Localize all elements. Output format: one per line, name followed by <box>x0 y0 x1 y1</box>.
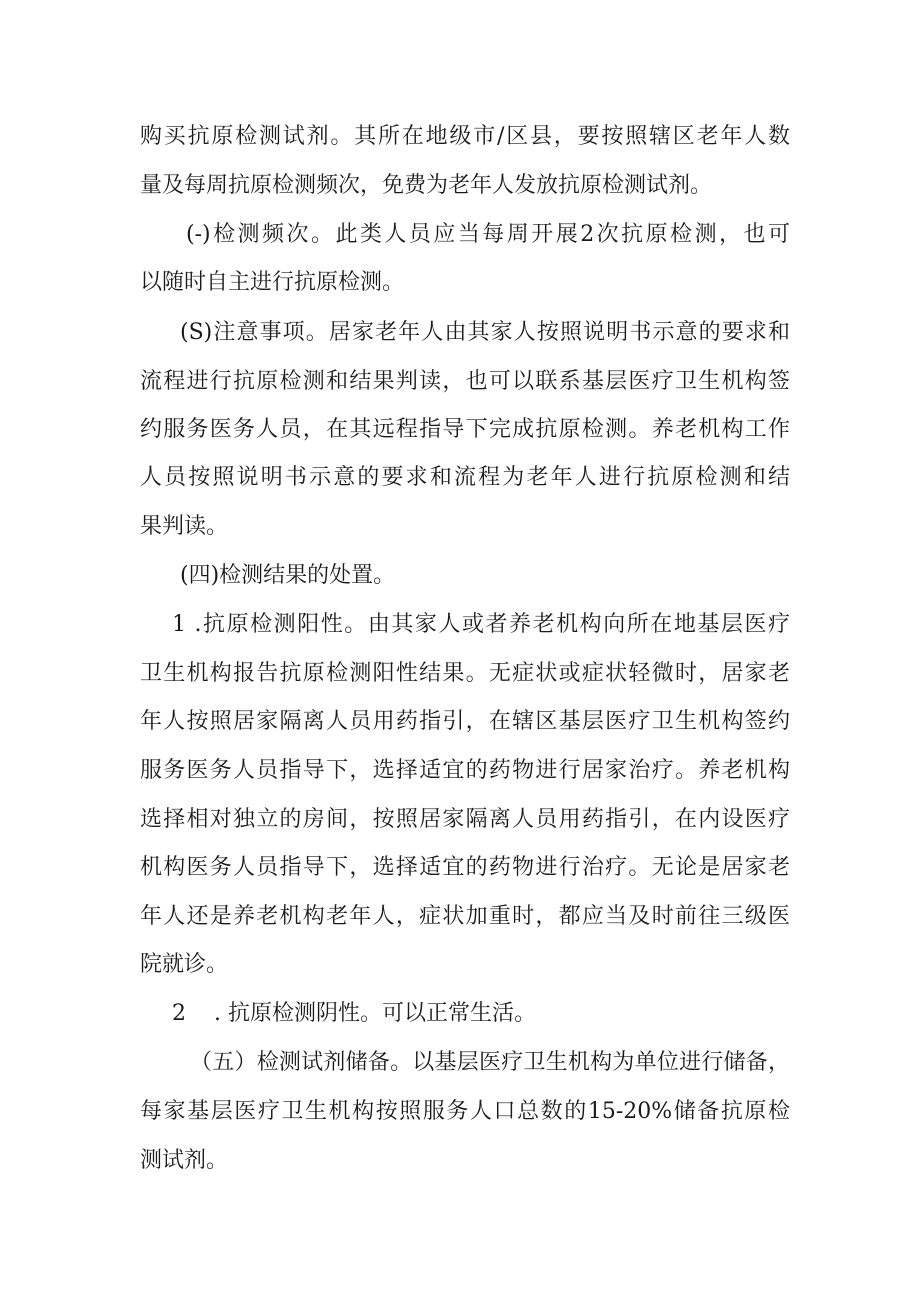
paragraph-line: 购买抗原检测试剂。其所在地级市/区县，要按照辖区老年人数 <box>140 124 790 149</box>
paragraph-line: 院就诊。 <box>140 952 229 977</box>
list-item-negative: 2 . 抗原检测阴性。可以正常生活。 <box>172 1001 536 1026</box>
paragraph-line: 服务医务人员指导下，选择适宜的药物进行居家治疗。养老机构 <box>140 758 790 783</box>
paragraph-line: 选择相对独立的房间，按照居家隔离人员用药指引，在内设医疗 <box>140 807 790 832</box>
section-heading-reserve: （五）检测试剂储备。以基层医疗卫生机构为单位进行储备， <box>190 1050 790 1075</box>
paragraph-line: 年人按照居家隔离人员用药指引，在辖区基层医疗卫生机构签约 <box>140 709 790 734</box>
paragraph-line: 机构医务人员指导下，选择适宜的药物进行治疗。无论是居家老 <box>140 855 790 880</box>
paragraph-line: 测试剂。 <box>140 1148 229 1173</box>
paragraph-line: 量及每周抗原检测频次，免费为老年人发放抗原检测试剂。 <box>140 173 713 198</box>
paragraph-line: 每家基层医疗卫生机构按照服务人口总数的15-20%储备抗原检 <box>140 1099 790 1124</box>
paragraph-line: 以随时自主进行抗原检测。 <box>140 270 405 295</box>
paragraph-line: 人员按照说明书示意的要求和流程为老年人进行抗原检测和结 <box>140 465 790 490</box>
section-heading-precautions: (S)注意事项。居家老年人由其家人按照说明书示意的要求和 <box>180 320 790 345</box>
paragraph-line: 流程进行抗原检测和结果判读，也可以联系基层医疗卫生机构签 <box>140 369 790 394</box>
section-heading-results: (四)检测结果的处置。 <box>180 563 396 588</box>
paragraph-line: 约服务医务人员，在其远程指导下完成抗原检测。养老机构工作 <box>140 417 790 442</box>
section-heading-frequency: (-)检测频次。此类人员应当每周开展2次抗原检测，也可 <box>186 222 790 247</box>
paragraph-line: 卫生机构报告抗原检测阳性结果。无症状或症状轻微时，居家老 <box>140 661 790 686</box>
paragraph-line: 年人还是养老机构老年人，症状加重时，都应当及时前往三级医 <box>140 904 790 929</box>
paragraph-line: 果判读。 <box>140 514 229 539</box>
list-item-positive: 1 .抗原检测阳性。由其家人或者养老机构向所在地基层医疗 <box>172 612 790 637</box>
